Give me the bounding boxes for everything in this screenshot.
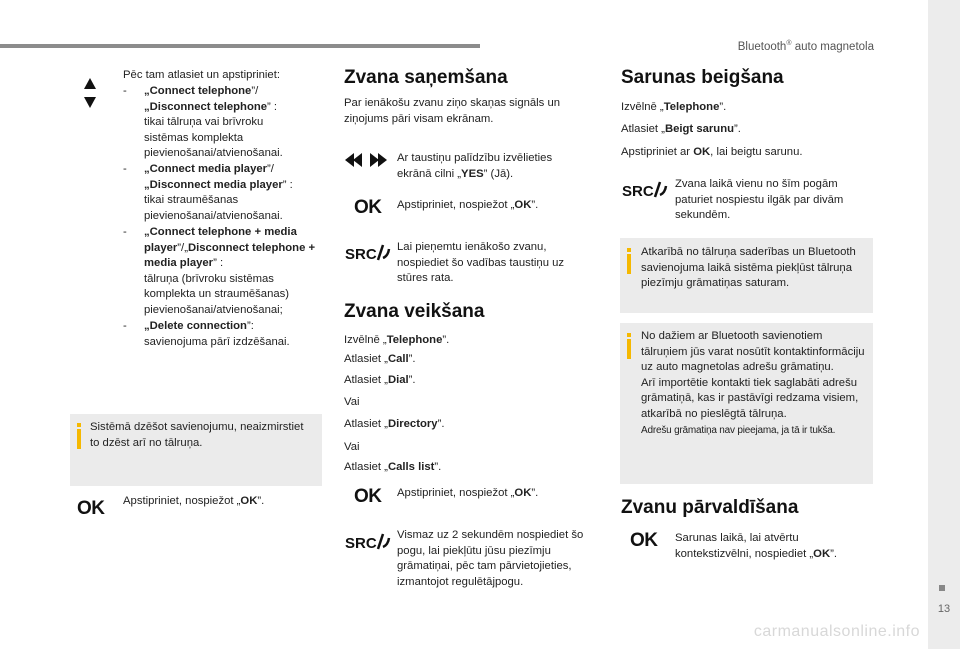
list-item: - „Connect media player”/ „Disconnect media player” : tikai straumēšanas pievienošanai/atvienošanai.: [123, 163, 293, 222]
src-phone-button-icon: [345, 243, 391, 263]
src-icon-label: SRC: [622, 183, 654, 200]
heading-call-management: Zvanu pārvaldīšana: [621, 497, 799, 518]
make-or: Vai: [344, 441, 360, 453]
list-item: - „Connect telephone”/ „Disconnect telephone” : tikai tālruņa vai brīvroku sistēmas komplekta pievienošanai/atvienošanai.: [123, 85, 283, 160]
heading-receive-call: Zvana saņemšana: [344, 67, 508, 88]
receive-ok-text: Apstipriniet, nospiežot „OK”.: [397, 199, 539, 211]
make-or: Vai: [344, 396, 360, 408]
header-rule: [0, 44, 480, 48]
page-marker: [939, 585, 945, 591]
make-step: Atlasiet „Directory”.: [344, 418, 445, 430]
info-note: Sistēmā dzēšot savienojumu, neaizmirstiet to dzēst arī no tālruņa.: [70, 414, 322, 486]
end-step: Atlasiet „Beigt sarunu”.: [621, 123, 741, 135]
receive-arrows-text: Ar taustiņu palīdzību izvēlieties ekrānā cilni „YES” (Jā).: [397, 152, 553, 180]
heading-end-call: Sarunas beigšana: [621, 67, 784, 88]
make-step: Izvēlnē „Telephone”.: [344, 334, 450, 346]
list-item: - „Connect telephone + media player”/„Disconnect telephone + media player” : tālruņa (brīvroku sistēmas komplekta un straumēšanas) pievienošanai/atvienošanai;: [123, 226, 316, 316]
ok-button-icon: OK: [354, 197, 382, 218]
info-note: No dažiem ar Bluetooth savienotiem tālruņiem jūs varat nosūtīt kontaktinformāciju uz auto magnetolas adrešu grāmatiņu. Arī importētie kontakti tiek saglabāti adrešu grāmatiņā, kas ir pastāvīgi redzama visiem, atkarībā no pieslēgtā tālruņa. Adrešu grāmatiņa nav pieejama, ja tā ir tukša.: [620, 323, 873, 484]
ok-button-icon: OK: [77, 498, 105, 519]
up-down-arrows-icon: [82, 76, 98, 110]
left-right-arrows-icon: [345, 152, 387, 168]
heading-make-call: Zvana veikšana: [344, 301, 485, 322]
end-step: Izvēlnē „Telephone”.: [621, 101, 727, 113]
page-header-title: Bluetooth® auto magnetola: [737, 40, 874, 53]
receive-intro: Par ienākošu zvanu ziņo skaņas signāls un ziņojums pāri visam ekrānam.: [344, 97, 561, 125]
make-step: Atlasiet „Dial”.: [344, 374, 416, 386]
src-phone-button-icon: [345, 532, 391, 552]
ok-button-icon: OK: [354, 486, 382, 507]
src-phone-button-icon: [622, 180, 668, 200]
info-note: Atkarībā no tālruņa saderības un Bluetooth savienojuma laikā sistēma piekļūst tālruņa piezīmju grāmatiņas saturam.: [620, 238, 873, 313]
src-icon-label: SRC: [345, 246, 377, 263]
make-src-text: Vismaz uz 2 sekundēm nospiediet šo pogu, lai piekļūtu jūsu piezīmju grāmatiņai, pēc tam pārvietojieties, izmantojot regulētājpogu.: [397, 529, 584, 588]
col1-intro: Pēc tam atlasiet un apstipriniet:: [123, 69, 280, 81]
receive-src-text: Lai pieņemtu ienākošo zvanu, nospiediet šo vadības taustiņu uz stūres rata.: [397, 241, 565, 285]
end-src-text: Zvana laikā vienu no šīm pogām paturiet nospiestu ilgāk par divām sekundēm.: [675, 178, 844, 222]
col1-ok-text: Apstipriniet, nospiežot „OK”.: [123, 495, 265, 507]
page-number: 13: [937, 603, 951, 615]
make-ok-text: Apstipriniet, nospiežot „OK”.: [397, 487, 539, 499]
make-step: Atlasiet „Calls list”.: [344, 461, 442, 473]
make-step: Atlasiet „Call”.: [344, 353, 416, 365]
watermark: carmanualsonline.info: [753, 623, 920, 640]
end-step: Apstipriniet ar OK, lai beigtu sarunu.: [621, 146, 803, 158]
manage-text: Sarunas laikā, lai atvērtu kontekstizvēlni, nospiediet „OK”.: [675, 532, 838, 560]
ok-button-icon: OK: [630, 530, 658, 551]
src-icon-label: SRC: [345, 535, 377, 552]
page-edge-strip: [928, 0, 960, 649]
list-item: - „Delete connection”: savienojuma pārī izdzēšanai.: [123, 320, 290, 348]
